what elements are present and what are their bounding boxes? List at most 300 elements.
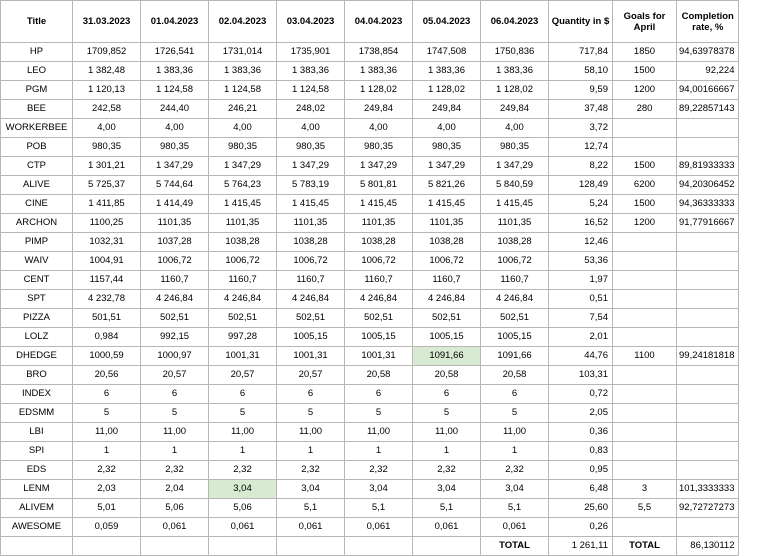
row-title[interactable]: DHEDGE: [1, 347, 73, 366]
value-cell[interactable]: 1037,28: [141, 233, 209, 252]
value-cell[interactable]: 1101,35: [345, 214, 413, 233]
empty-cell[interactable]: [345, 537, 413, 556]
value-cell[interactable]: 5: [345, 404, 413, 423]
row-title[interactable]: LENM: [1, 480, 73, 499]
completion-rate-cell[interactable]: 89,81933333: [677, 157, 739, 176]
goal-cell[interactable]: [613, 461, 677, 480]
quantity-cell[interactable]: 12,74: [549, 138, 613, 157]
value-cell[interactable]: 4,00: [141, 119, 209, 138]
value-cell[interactable]: 1 128,02: [345, 81, 413, 100]
value-cell[interactable]: 980,35: [277, 138, 345, 157]
quantity-cell[interactable]: 6,48: [549, 480, 613, 499]
goal-cell[interactable]: [613, 271, 677, 290]
quantity-cell[interactable]: 58,10: [549, 62, 613, 81]
quantity-cell[interactable]: 8,22: [549, 157, 613, 176]
goal-cell[interactable]: 280: [613, 100, 677, 119]
goal-cell[interactable]: [613, 385, 677, 404]
value-cell[interactable]: 0,059: [73, 518, 141, 537]
value-cell[interactable]: 1: [209, 442, 277, 461]
value-cell[interactable]: 1000,97: [141, 347, 209, 366]
value-cell[interactable]: 6: [345, 385, 413, 404]
value-cell[interactable]: 1160,7: [209, 271, 277, 290]
completion-rate-cell[interactable]: 101,3333333: [677, 480, 739, 499]
completion-rate-cell[interactable]: [677, 328, 739, 347]
value-cell[interactable]: 3,04: [277, 480, 345, 499]
quantity-cell[interactable]: 3,72: [549, 119, 613, 138]
value-cell[interactable]: 1160,7: [277, 271, 345, 290]
value-cell[interactable]: 1709,852: [73, 43, 141, 62]
value-cell[interactable]: 4,00: [209, 119, 277, 138]
quantity-cell[interactable]: 0,72: [549, 385, 613, 404]
empty-cell[interactable]: [73, 537, 141, 556]
value-cell[interactable]: 980,35: [481, 138, 549, 157]
value-cell[interactable]: 1000,59: [73, 347, 141, 366]
value-cell[interactable]: 1735,901: [277, 43, 345, 62]
goal-cell[interactable]: 1200: [613, 81, 677, 100]
value-cell[interactable]: 1 124,58: [141, 81, 209, 100]
completion-rate-cell[interactable]: [677, 366, 739, 385]
value-cell[interactable]: 4,00: [73, 119, 141, 138]
empty-cell[interactable]: [209, 537, 277, 556]
quantity-cell[interactable]: 5,24: [549, 195, 613, 214]
row-title[interactable]: POB: [1, 138, 73, 157]
value-cell[interactable]: 1091,66: [413, 347, 481, 366]
value-cell[interactable]: 1726,541: [141, 43, 209, 62]
goal-cell[interactable]: [613, 138, 677, 157]
completion-rate-cell[interactable]: [677, 423, 739, 442]
completion-rate-cell[interactable]: [677, 385, 739, 404]
value-cell[interactable]: 3,04: [345, 480, 413, 499]
value-cell[interactable]: 1 383,36: [209, 62, 277, 81]
column-header-0[interactable]: Title: [1, 1, 73, 43]
value-cell[interactable]: 20,57: [141, 366, 209, 385]
row-title[interactable]: HP: [1, 43, 73, 62]
value-cell[interactable]: 980,35: [209, 138, 277, 157]
value-cell[interactable]: 4,00: [413, 119, 481, 138]
value-cell[interactable]: 502,51: [481, 309, 549, 328]
value-cell[interactable]: 5 764,23: [209, 176, 277, 195]
empty-cell[interactable]: [141, 537, 209, 556]
goal-cell[interactable]: [613, 252, 677, 271]
value-cell[interactable]: 11,00: [413, 423, 481, 442]
column-header-2[interactable]: 01.04.2023: [141, 1, 209, 43]
value-cell[interactable]: 1747,508: [413, 43, 481, 62]
quantity-cell[interactable]: 25,60: [549, 499, 613, 518]
value-cell[interactable]: 4 246,84: [277, 290, 345, 309]
value-cell[interactable]: 2,32: [481, 461, 549, 480]
value-cell[interactable]: 11,00: [141, 423, 209, 442]
value-cell[interactable]: 5: [141, 404, 209, 423]
value-cell[interactable]: 1032,31: [73, 233, 141, 252]
value-cell[interactable]: 1 415,45: [413, 195, 481, 214]
row-title[interactable]: PGM: [1, 81, 73, 100]
value-cell[interactable]: 1100,25: [73, 214, 141, 233]
value-cell[interactable]: 980,35: [345, 138, 413, 157]
value-cell[interactable]: 1038,28: [413, 233, 481, 252]
value-cell[interactable]: 1005,15: [345, 328, 413, 347]
completion-rate-cell[interactable]: [677, 138, 739, 157]
value-cell[interactable]: 20,57: [277, 366, 345, 385]
row-title[interactable]: CTP: [1, 157, 73, 176]
goal-cell[interactable]: [613, 290, 677, 309]
completion-rate-cell[interactable]: 89,22857143: [677, 100, 739, 119]
value-cell[interactable]: 1 124,58: [277, 81, 345, 100]
value-cell[interactable]: 242,58: [73, 100, 141, 119]
value-cell[interactable]: 1004,91: [73, 252, 141, 271]
value-cell[interactable]: 0,061: [481, 518, 549, 537]
value-cell[interactable]: 2,32: [141, 461, 209, 480]
goal-cell[interactable]: 3: [613, 480, 677, 499]
completion-rate-cell[interactable]: [677, 290, 739, 309]
value-cell[interactable]: 1 347,29: [277, 157, 345, 176]
completion-rate-cell[interactable]: [677, 442, 739, 461]
value-cell[interactable]: 244,40: [141, 100, 209, 119]
value-cell[interactable]: 1157,44: [73, 271, 141, 290]
value-cell[interactable]: 1 124,58: [209, 81, 277, 100]
value-cell[interactable]: 5,1: [413, 499, 481, 518]
value-cell[interactable]: 20,57: [209, 366, 277, 385]
value-cell[interactable]: 0,061: [345, 518, 413, 537]
value-cell[interactable]: 5 725,37: [73, 176, 141, 195]
value-cell[interactable]: 1038,28: [345, 233, 413, 252]
row-title[interactable]: CENT: [1, 271, 73, 290]
value-cell[interactable]: 1738,854: [345, 43, 413, 62]
value-cell[interactable]: 1006,72: [481, 252, 549, 271]
completion-rate-cell[interactable]: [677, 233, 739, 252]
value-cell[interactable]: 1001,31: [345, 347, 413, 366]
value-cell[interactable]: 5: [209, 404, 277, 423]
value-cell[interactable]: 5,1: [345, 499, 413, 518]
completion-rate-cell[interactable]: [677, 271, 739, 290]
completion-rate-cell[interactable]: [677, 119, 739, 138]
value-cell[interactable]: 1 120,13: [73, 81, 141, 100]
value-cell[interactable]: 248,02: [277, 100, 345, 119]
value-cell[interactable]: 11,00: [345, 423, 413, 442]
value-cell[interactable]: 502,51: [277, 309, 345, 328]
value-cell[interactable]: 5,1: [481, 499, 549, 518]
completion-rate-cell[interactable]: 92,72727273: [677, 499, 739, 518]
value-cell[interactable]: 980,35: [73, 138, 141, 157]
quantity-cell[interactable]: 717,84: [549, 43, 613, 62]
value-cell[interactable]: 6: [73, 385, 141, 404]
goal-cell[interactable]: [613, 404, 677, 423]
value-cell[interactable]: 1: [73, 442, 141, 461]
value-cell[interactable]: 0,061: [277, 518, 345, 537]
value-cell[interactable]: 1731,014: [209, 43, 277, 62]
value-cell[interactable]: 1038,28: [277, 233, 345, 252]
value-cell[interactable]: 1005,15: [413, 328, 481, 347]
value-cell[interactable]: 4,00: [345, 119, 413, 138]
value-cell[interactable]: 20,56: [73, 366, 141, 385]
value-cell[interactable]: 6: [481, 385, 549, 404]
goal-cell[interactable]: [613, 423, 677, 442]
row-title[interactable]: CINE: [1, 195, 73, 214]
value-cell[interactable]: 1006,72: [277, 252, 345, 271]
row-title[interactable]: WORKERBEE: [1, 119, 73, 138]
value-cell[interactable]: 1 415,45: [277, 195, 345, 214]
goal-cell[interactable]: 1100: [613, 347, 677, 366]
quantity-cell[interactable]: 128,49: [549, 176, 613, 195]
value-cell[interactable]: 5: [481, 404, 549, 423]
value-cell[interactable]: 5: [277, 404, 345, 423]
row-title[interactable]: BEE: [1, 100, 73, 119]
goal-cell[interactable]: 1500: [613, 195, 677, 214]
value-cell[interactable]: 1038,28: [209, 233, 277, 252]
value-cell[interactable]: 1101,35: [209, 214, 277, 233]
quantity-cell[interactable]: 2,01: [549, 328, 613, 347]
quantity-cell[interactable]: 7,54: [549, 309, 613, 328]
value-cell[interactable]: 1 383,36: [345, 62, 413, 81]
column-header-7[interactable]: 06.04.2023: [481, 1, 549, 43]
total-quantity[interactable]: 1 261,11: [549, 537, 613, 556]
column-header-1[interactable]: 31.03.2023: [73, 1, 141, 43]
row-title[interactable]: SPT: [1, 290, 73, 309]
value-cell[interactable]: 502,51: [209, 309, 277, 328]
goal-cell[interactable]: [613, 233, 677, 252]
row-title[interactable]: INDEX: [1, 385, 73, 404]
value-cell[interactable]: 1160,7: [141, 271, 209, 290]
total-rate[interactable]: 86,130112: [677, 537, 739, 556]
value-cell[interactable]: 4 246,84: [141, 290, 209, 309]
completion-rate-cell[interactable]: 94,20306452: [677, 176, 739, 195]
value-cell[interactable]: 5 801,81: [345, 176, 413, 195]
completion-rate-cell[interactable]: 94,63978378: [677, 43, 739, 62]
value-cell[interactable]: 1101,35: [277, 214, 345, 233]
goal-cell[interactable]: 1850: [613, 43, 677, 62]
row-title[interactable]: ALIVE: [1, 176, 73, 195]
completion-rate-cell[interactable]: [677, 309, 739, 328]
row-title[interactable]: EDSMM: [1, 404, 73, 423]
quantity-cell[interactable]: 44,76: [549, 347, 613, 366]
goal-cell[interactable]: [613, 518, 677, 537]
value-cell[interactable]: 20,58: [345, 366, 413, 385]
row-title[interactable]: LOLZ: [1, 328, 73, 347]
value-cell[interactable]: 1 383,36: [481, 62, 549, 81]
value-cell[interactable]: 1101,35: [413, 214, 481, 233]
row-title[interactable]: AWESOME: [1, 518, 73, 537]
value-cell[interactable]: 501,51: [73, 309, 141, 328]
value-cell[interactable]: 502,51: [413, 309, 481, 328]
goal-cell[interactable]: 1500: [613, 62, 677, 81]
value-cell[interactable]: 1005,15: [277, 328, 345, 347]
value-cell[interactable]: 1038,28: [481, 233, 549, 252]
value-cell[interactable]: 3,04: [209, 480, 277, 499]
row-title[interactable]: EDS: [1, 461, 73, 480]
value-cell[interactable]: 1006,72: [345, 252, 413, 271]
value-cell[interactable]: 5 821,26: [413, 176, 481, 195]
completion-rate-cell[interactable]: 94,00166667: [677, 81, 739, 100]
value-cell[interactable]: 2,32: [209, 461, 277, 480]
value-cell[interactable]: 249,84: [345, 100, 413, 119]
value-cell[interactable]: 1 347,29: [413, 157, 481, 176]
row-title[interactable]: ARCHON: [1, 214, 73, 233]
value-cell[interactable]: 11,00: [73, 423, 141, 442]
goal-cell[interactable]: [613, 442, 677, 461]
quantity-cell[interactable]: 0,51: [549, 290, 613, 309]
value-cell[interactable]: 1091,66: [481, 347, 549, 366]
value-cell[interactable]: 1 415,45: [345, 195, 413, 214]
row-title[interactable]: ALIVEM: [1, 499, 73, 518]
value-cell[interactable]: 502,51: [141, 309, 209, 328]
value-cell[interactable]: 1001,31: [209, 347, 277, 366]
value-cell[interactable]: 1 347,29: [481, 157, 549, 176]
value-cell[interactable]: 0,984: [73, 328, 141, 347]
goal-cell[interactable]: [613, 366, 677, 385]
value-cell[interactable]: 1160,7: [481, 271, 549, 290]
row-title[interactable]: BRO: [1, 366, 73, 385]
goal-cell[interactable]: [613, 328, 677, 347]
column-header-8[interactable]: Quantity in $: [549, 1, 613, 43]
value-cell[interactable]: 1 347,29: [209, 157, 277, 176]
value-cell[interactable]: 249,84: [413, 100, 481, 119]
column-header-10[interactable]: Completion rate, %: [677, 1, 739, 43]
value-cell[interactable]: 4,00: [481, 119, 549, 138]
value-cell[interactable]: 20,58: [481, 366, 549, 385]
column-header-9[interactable]: Goals for April: [613, 1, 677, 43]
value-cell[interactable]: 246,21: [209, 100, 277, 119]
value-cell[interactable]: 11,00: [209, 423, 277, 442]
value-cell[interactable]: 1 414,49: [141, 195, 209, 214]
value-cell[interactable]: 5,01: [73, 499, 141, 518]
value-cell[interactable]: 502,51: [345, 309, 413, 328]
quantity-cell[interactable]: 1,97: [549, 271, 613, 290]
goal-cell[interactable]: [613, 119, 677, 138]
value-cell[interactable]: 6: [413, 385, 481, 404]
value-cell[interactable]: 1 383,36: [141, 62, 209, 81]
value-cell[interactable]: 4 232,78: [73, 290, 141, 309]
value-cell[interactable]: 4 246,84: [413, 290, 481, 309]
completion-rate-cell[interactable]: 91,77916667: [677, 214, 739, 233]
quantity-cell[interactable]: 0,26: [549, 518, 613, 537]
quantity-cell[interactable]: 12,46: [549, 233, 613, 252]
value-cell[interactable]: 2,04: [141, 480, 209, 499]
value-cell[interactable]: 1160,7: [345, 271, 413, 290]
quantity-cell[interactable]: 103,31: [549, 366, 613, 385]
column-header-5[interactable]: 04.04.2023: [345, 1, 413, 43]
goal-cell[interactable]: [613, 309, 677, 328]
value-cell[interactable]: 2,32: [413, 461, 481, 480]
value-cell[interactable]: 1101,35: [481, 214, 549, 233]
row-title[interactable]: LEO: [1, 62, 73, 81]
goal-cell[interactable]: 6200: [613, 176, 677, 195]
completion-rate-cell[interactable]: 94,36333333: [677, 195, 739, 214]
value-cell[interactable]: 5 744,64: [141, 176, 209, 195]
quantity-cell[interactable]: 2,05: [549, 404, 613, 423]
completion-rate-cell[interactable]: 92,224: [677, 62, 739, 81]
column-header-6[interactable]: 05.04.2023: [413, 1, 481, 43]
value-cell[interactable]: 1 128,02: [413, 81, 481, 100]
value-cell[interactable]: 3,04: [481, 480, 549, 499]
value-cell[interactable]: 1006,72: [413, 252, 481, 271]
value-cell[interactable]: 0,061: [209, 518, 277, 537]
quantity-cell[interactable]: 0,95: [549, 461, 613, 480]
value-cell[interactable]: 1 415,45: [209, 195, 277, 214]
value-cell[interactable]: 1: [413, 442, 481, 461]
value-cell[interactable]: 1: [481, 442, 549, 461]
value-cell[interactable]: 1 383,36: [413, 62, 481, 81]
value-cell[interactable]: 1 415,45: [481, 195, 549, 214]
value-cell[interactable]: 1 347,29: [345, 157, 413, 176]
value-cell[interactable]: 11,00: [277, 423, 345, 442]
value-cell[interactable]: 3,04: [413, 480, 481, 499]
empty-cell[interactable]: [1, 537, 73, 556]
value-cell[interactable]: 5 840,59: [481, 176, 549, 195]
value-cell[interactable]: 4 246,84: [209, 290, 277, 309]
empty-cell[interactable]: [413, 537, 481, 556]
value-cell[interactable]: 1: [277, 442, 345, 461]
value-cell[interactable]: 1005,15: [481, 328, 549, 347]
value-cell[interactable]: 1006,72: [209, 252, 277, 271]
value-cell[interactable]: 1001,31: [277, 347, 345, 366]
goal-cell[interactable]: 1200: [613, 214, 677, 233]
value-cell[interactable]: 2,32: [277, 461, 345, 480]
row-title[interactable]: SPI: [1, 442, 73, 461]
column-header-3[interactable]: 02.04.2023: [209, 1, 277, 43]
value-cell[interactable]: 1: [345, 442, 413, 461]
goal-cell[interactable]: 1500: [613, 157, 677, 176]
value-cell[interactable]: 6: [141, 385, 209, 404]
value-cell[interactable]: 5: [413, 404, 481, 423]
value-cell[interactable]: 5,1: [277, 499, 345, 518]
column-header-4[interactable]: 03.04.2023: [277, 1, 345, 43]
value-cell[interactable]: 1 382,48: [73, 62, 141, 81]
completion-rate-cell[interactable]: [677, 461, 739, 480]
quantity-cell[interactable]: 53,36: [549, 252, 613, 271]
value-cell[interactable]: 997,28: [209, 328, 277, 347]
completion-rate-cell[interactable]: [677, 252, 739, 271]
value-cell[interactable]: 11,00: [481, 423, 549, 442]
value-cell[interactable]: 5: [73, 404, 141, 423]
completion-rate-cell[interactable]: [677, 518, 739, 537]
quantity-cell[interactable]: 16,52: [549, 214, 613, 233]
value-cell[interactable]: 1 128,02: [481, 81, 549, 100]
value-cell[interactable]: 992,15: [141, 328, 209, 347]
value-cell[interactable]: 1: [141, 442, 209, 461]
value-cell[interactable]: 249,84: [481, 100, 549, 119]
completion-rate-cell[interactable]: [677, 404, 739, 423]
value-cell[interactable]: 4 246,84: [345, 290, 413, 309]
quantity-cell[interactable]: 0,36: [549, 423, 613, 442]
row-title[interactable]: PIMP: [1, 233, 73, 252]
value-cell[interactable]: 1 411,85: [73, 195, 141, 214]
value-cell[interactable]: 2,32: [345, 461, 413, 480]
value-cell[interactable]: 1 301,21: [73, 157, 141, 176]
value-cell[interactable]: 5 783,19: [277, 176, 345, 195]
row-title[interactable]: PIZZA: [1, 309, 73, 328]
goal-cell[interactable]: 5,5: [613, 499, 677, 518]
quantity-cell[interactable]: 37,48: [549, 100, 613, 119]
row-title[interactable]: WAIV: [1, 252, 73, 271]
value-cell[interactable]: 1101,35: [141, 214, 209, 233]
value-cell[interactable]: 4 246,84: [481, 290, 549, 309]
value-cell[interactable]: 0,061: [413, 518, 481, 537]
value-cell[interactable]: 1 347,29: [141, 157, 209, 176]
value-cell[interactable]: 1 383,36: [277, 62, 345, 81]
value-cell[interactable]: 20,58: [413, 366, 481, 385]
value-cell[interactable]: 1750,836: [481, 43, 549, 62]
value-cell[interactable]: 2,32: [73, 461, 141, 480]
value-cell[interactable]: 5,06: [209, 499, 277, 518]
value-cell[interactable]: 1160,7: [413, 271, 481, 290]
quantity-cell[interactable]: 9,59: [549, 81, 613, 100]
value-cell[interactable]: 0,061: [141, 518, 209, 537]
value-cell[interactable]: 6: [277, 385, 345, 404]
value-cell[interactable]: 1006,72: [141, 252, 209, 271]
completion-rate-cell[interactable]: 99,24181818: [677, 347, 739, 366]
value-cell[interactable]: 2,03: [73, 480, 141, 499]
value-cell[interactable]: 4,00: [277, 119, 345, 138]
row-title[interactable]: LBI: [1, 423, 73, 442]
